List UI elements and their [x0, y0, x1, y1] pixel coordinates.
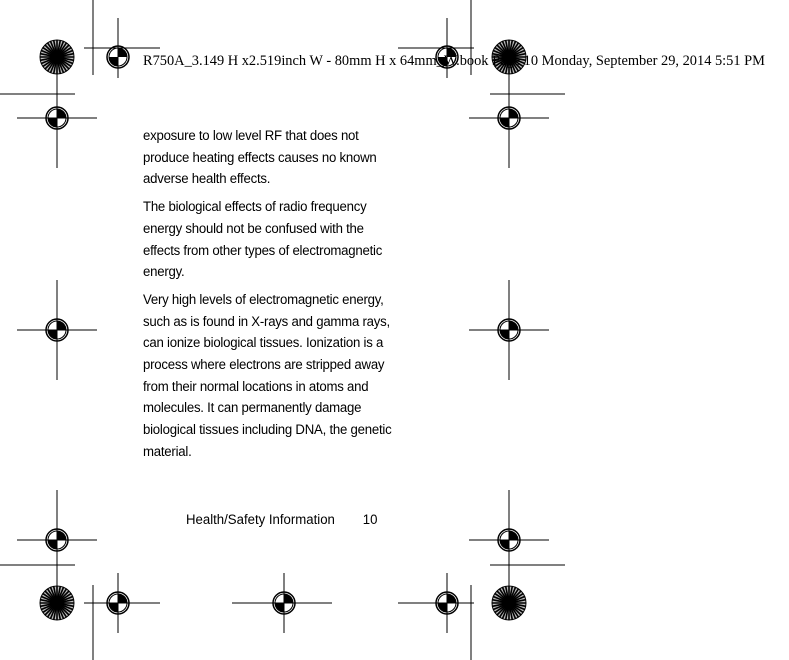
- footer-section-title: Health/Safety Information: [186, 512, 335, 528]
- paragraph-rf-exposure: exposure to low level RF that does not produce heating effects causes no known adverse health effects.: [143, 128, 377, 188]
- paragraph-ionizing-radiation: Very high levels of electromagnetic energy, such as is found in X-rays and gamma rays, can ionize biological tissues. Ionization is a process where electrons are stripped away from their normal locations in atoms and molecules. It can permanently damage biological tissues including DNA, the genetic material.: [143, 291, 392, 460]
- print-slug-header: R750A_3.149 H x2.519inch W - 80mm H x 64mm_W.book Page 10 Monday, September 29, 2014 5:51 PM: [143, 53, 765, 69]
- page-body: [143, 126, 403, 470]
- page-number: 10: [362, 512, 378, 528]
- page-footer: [186, 512, 377, 528]
- paragraph-biological-effects: The biological effects of radio frequency energy should not be confused with the effects from other types of electromagnetic energy.: [143, 199, 383, 281]
